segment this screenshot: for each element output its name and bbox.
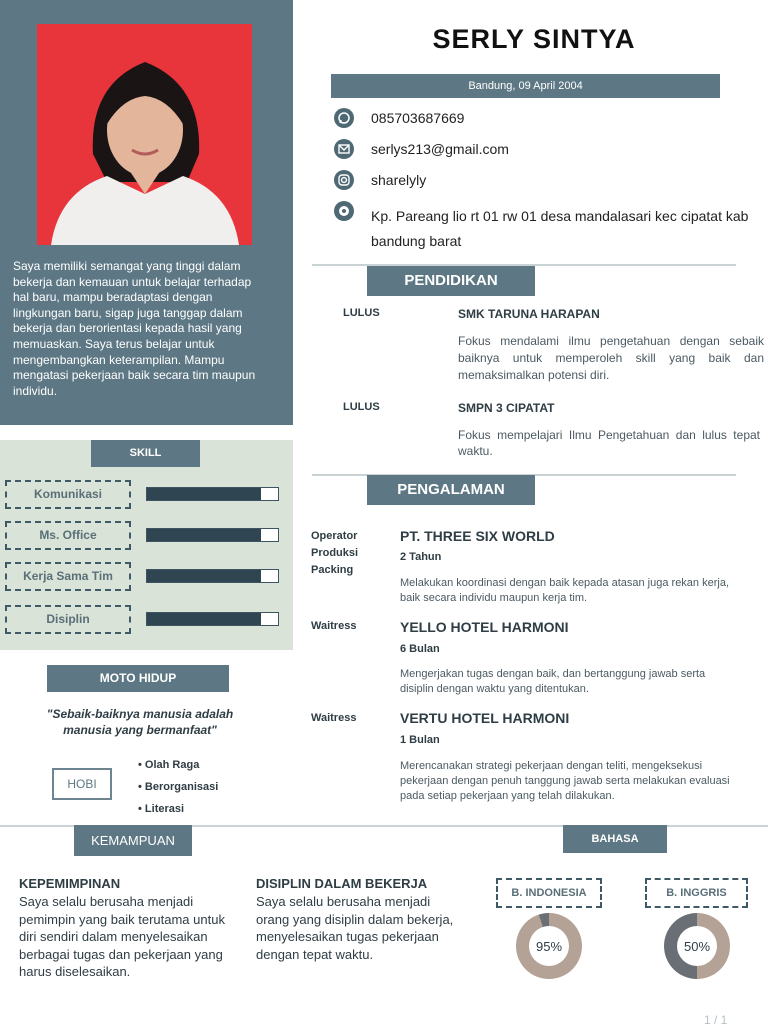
exp-desc: Merencanakan strategi pekerjaan dengan teliti, mengeksekusi pekerjaan dengan penuh tanggung jawab serta melakukan evaluasi pada setiap pekerjaan yang telah dilakukan. xyxy=(400,760,730,802)
exp-company: YELLO HOTEL HARMONI xyxy=(400,619,569,635)
skill-level-bar xyxy=(146,528,279,542)
exp-role: Waitress xyxy=(311,712,357,724)
birth-text: Bandung, 09 April 2004 xyxy=(468,80,583,92)
kemampuan-title: KEMAMPUAN xyxy=(74,825,192,856)
edu-status: LULUS xyxy=(343,401,380,413)
skill-title: SKILL xyxy=(91,440,200,467)
hobi-list xyxy=(138,754,218,820)
hobi-item: • Olah Raga xyxy=(138,759,200,771)
language-label: B. INGGRIS xyxy=(645,878,748,908)
skill-level-fill xyxy=(147,529,261,541)
kemampuan-item-desc: Saya selalu berusaha menjadi orang yang disiplin dalam bekerja, menyelesaikan tugas pekerjaan dengan tepat waktu. xyxy=(256,894,454,962)
profile-summary: Saya memiliki semangat yang tinggi dalam bekerja dan kemauan untuk belajar terhadap hal baru, mampu beradaptasi dengan lingkungan baru, sigap juga tanggap dalam bekerja dan berorientasi kepada hasil yang memuaskan. Saya terus belajar untuk mengembangkan keterampilan. Mampu mengatasi pekerjaan baik secara tim maupun individu. xyxy=(13,259,256,398)
kemampuan-item-title: KEPEMIMPINAN xyxy=(19,876,121,891)
skill-label: Kerja Sama Tim xyxy=(5,562,131,591)
bahasa-title: BAHASA xyxy=(563,825,667,853)
email-text: serlys213@gmail.com xyxy=(371,141,509,157)
whatsapp-icon xyxy=(334,108,354,128)
instagram-icon xyxy=(334,170,354,190)
exp-desc: Melakukan koordinasi dengan baik kepada atasan juga rekan kerja, baik secara individu maupun kerja tim. xyxy=(400,577,729,604)
moto-title: MOTO HIDUP xyxy=(47,665,229,692)
page-number: 1 / 1 xyxy=(704,1013,728,1024)
exp-role: Waitress xyxy=(311,620,357,632)
skill-label: Komunikasi xyxy=(5,480,131,509)
exp-duration: 1 Bulan xyxy=(400,734,440,746)
skill-level-bar xyxy=(146,612,279,626)
language-label: B. INDONESIA xyxy=(496,878,602,908)
skill-level-fill xyxy=(147,488,261,500)
instagram-text: sharelyly xyxy=(371,172,427,188)
skill-level-fill xyxy=(147,570,261,582)
kemampuan-item-title: DISIPLIN DALAM BEKERJA xyxy=(256,876,428,891)
language-pie xyxy=(516,913,582,979)
exp-duration: 6 Bulan xyxy=(400,643,440,655)
skill-level-bar xyxy=(146,487,279,501)
birth-bar xyxy=(331,74,720,98)
skill-level-bar xyxy=(146,569,279,583)
skill-label: Ms. Office xyxy=(5,521,131,550)
exp-desc: Mengerjakan tugas dengan baik, dan bertanggung jawab serta disiplin dengan waktu yang ditentukan. xyxy=(400,668,706,695)
hobi-title: HOBI xyxy=(67,777,97,791)
language-pie xyxy=(664,913,730,979)
edu-school: SMK TARUNA HARAPAN xyxy=(458,307,600,321)
language-percent: 50% xyxy=(677,926,717,966)
moto-text: "Sebaik-baiknya manusia adalah manusia yang bermanfaat" xyxy=(46,707,234,737)
skill-level-fill xyxy=(147,613,261,625)
address-text: Kp. Pareang lio rt 01 rw 01 desa mandalasari kec cipatat kab bandung barat xyxy=(371,208,749,249)
edu-status: LULUS xyxy=(343,307,380,319)
language-percent: 95% xyxy=(529,926,569,966)
edu-desc: Fokus mempelajari Ilmu Pengetahuan dan lulus tepat waktu. xyxy=(458,428,760,458)
pendidikan-title: PENDIDIKAN xyxy=(367,266,535,296)
hobi-item: • Berorganisasi xyxy=(138,781,219,793)
edu-desc: Fokus mendalami ilmu pengetahuan dengan sebaik baiknya untuk memperoleh skill yang baik dan memaksimalkan potensi diri. xyxy=(458,334,764,382)
profile-photo xyxy=(37,24,252,245)
full-name: SERLY SINTYA xyxy=(432,24,636,54)
exp-company: VERTU HOTEL HARMONI xyxy=(400,710,570,726)
skill-label: Disiplin xyxy=(5,605,131,634)
edu-school: SMPN 3 CIPATAT xyxy=(458,401,555,415)
phone-text: 085703687669 xyxy=(371,110,465,126)
exp-company: PT. THREE SIX WORLD xyxy=(400,528,555,544)
email-icon xyxy=(334,139,354,159)
pengalaman-title: PENGALAMAN xyxy=(367,475,535,505)
exp-duration: 2 Tahun xyxy=(400,551,442,563)
hobi-box xyxy=(52,768,112,800)
person-photo-icon xyxy=(37,24,252,245)
location-icon xyxy=(334,201,354,221)
hobi-item: • Literasi xyxy=(138,803,185,815)
kemampuan-item-desc: Saya selalu berusaha menjadi pemimpin yang baik terutama untuk diri sendiri dalam menyelesaikan berbagai tugas dan pekerjaan yang harus diselesaikan. xyxy=(19,894,225,979)
exp-role: Operator Produksi Packing xyxy=(311,530,359,576)
